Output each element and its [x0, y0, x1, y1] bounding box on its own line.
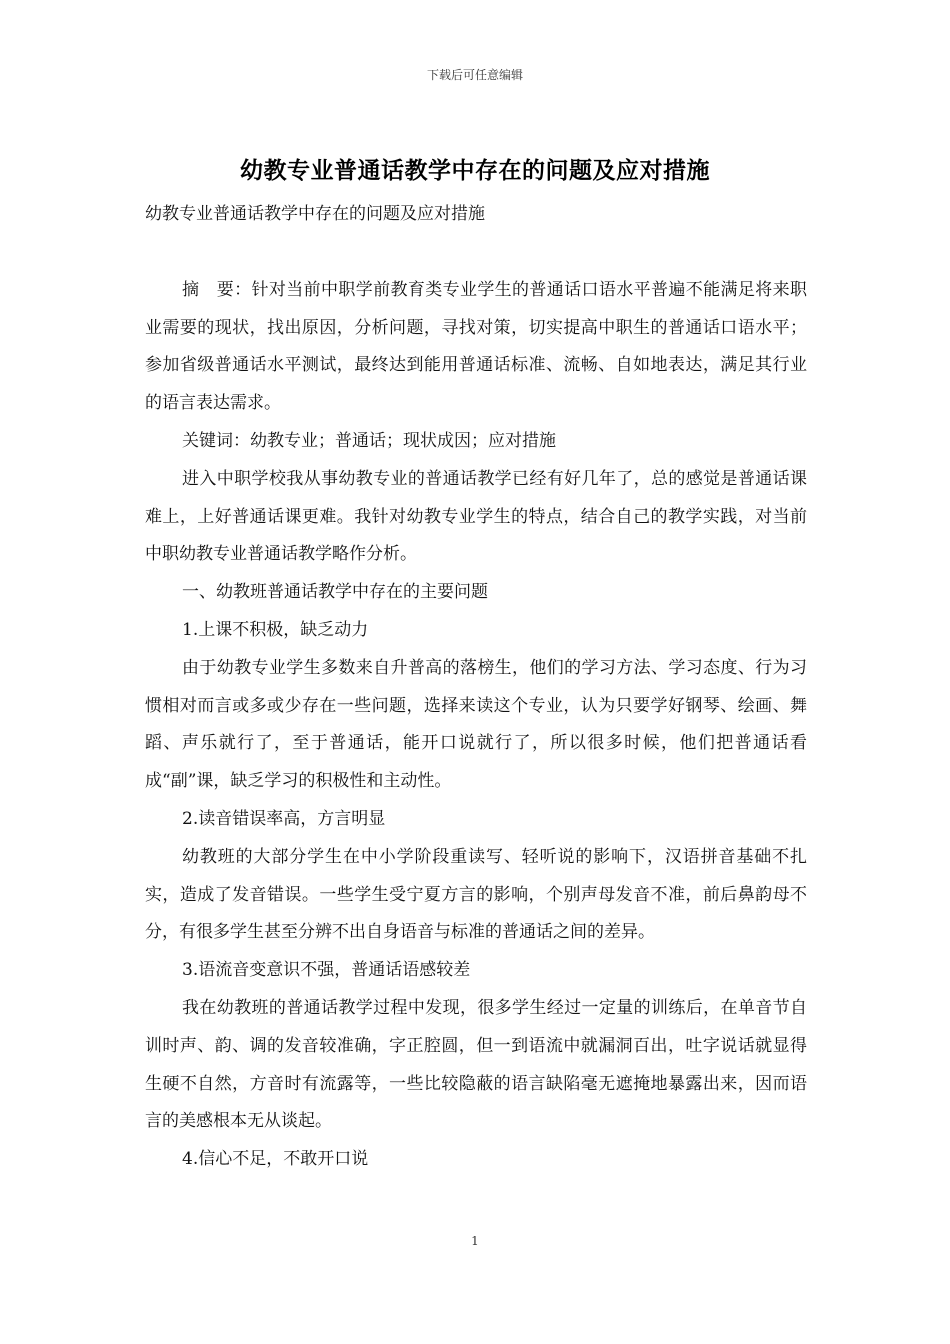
item-paragraph: 幼教班的大部分学生在中小学阶段重读写、轻听说的影响下，汉语拼音基础不扎实，造成了发音错误。一些学生受宁夏方言的影响，个别声母发音不准，前后鼻韵母不分，有很多学生甚至分辨不出自身语音与标准的普通话之间的差异。: [145, 846, 807, 943]
keywords-paragraph: 关键词：幼教专业；普通话；现状成因；应对措施: [182, 430, 556, 451]
page-header-note: 下载后可任意编辑: [426, 68, 523, 82]
section-heading: 一、幼教班普通话教学中存在的主要问题: [182, 582, 488, 603]
document-subtitle: 幼教专业普通话教学中存在的问题及应对措施: [145, 204, 485, 224]
blank-line: [145, 234, 807, 272]
page-number: 1: [471, 1234, 479, 1248]
item-heading: 3.语流音变意识不强，普通话语感较差: [182, 960, 471, 981]
item-heading: 1.上课不积极，缺乏动力: [182, 619, 369, 640]
item-heading: 4.信心不足，不敢开口说: [182, 1149, 369, 1170]
item-heading: 2.读音错误率高，方言明显: [182, 808, 386, 829]
document-title: 幼教专业普通话教学中存在的问题及应对措施: [240, 157, 710, 184]
intro-paragraph: 进入中职学校我从事幼教专业的普通话教学已经有好几年了，总的感觉是普通话课难上，上好普通话课更难。我针对幼教专业学生的特点，结合自己的教学实践，对当前中职幼教专业普通话教学略作分析。: [145, 468, 807, 565]
item-paragraph: 我在幼教班的普通话教学过程中发现，很多学生经过一定量的训练后，在单音节自训时声、韵、调的发音较准确，字正腔圆，但一到语流中就漏洞百出，吐字说话就显得生硬不自然，方音时有流露等，一些比较隐蔽的语言缺陷毫无遮掩地暴露出来，因而语言的美感根本无从谈起。: [145, 997, 807, 1132]
abstract-paragraph: 摘 要：针对当前中职学前教育类专业学生的普通话口语水平普遍不能满足将来职业需要的现状，找出原因，分析问题，寻找对策，切实提高中职生的普通话口语水平；参加省级普通话水平测试，最终达到能用普通话标准、流畅、自如地表达，满足其行业的语言表达需求。: [145, 279, 807, 414]
item-paragraph: 由于幼教专业学生多数来自升普高的落榜生，他们的学习方法、学习态度、行为习惯相对而言或多或少存在一些问题，选择来读这个专业，认为只要学好钢琴、绘画、舞蹈、声乐就行了，至于普通话，能开口说就行了，所以很多时候，他们把普通话看成“副”课，缺乏学习的积极性和主动性。: [145, 657, 807, 792]
document-body: [145, 196, 807, 1179]
